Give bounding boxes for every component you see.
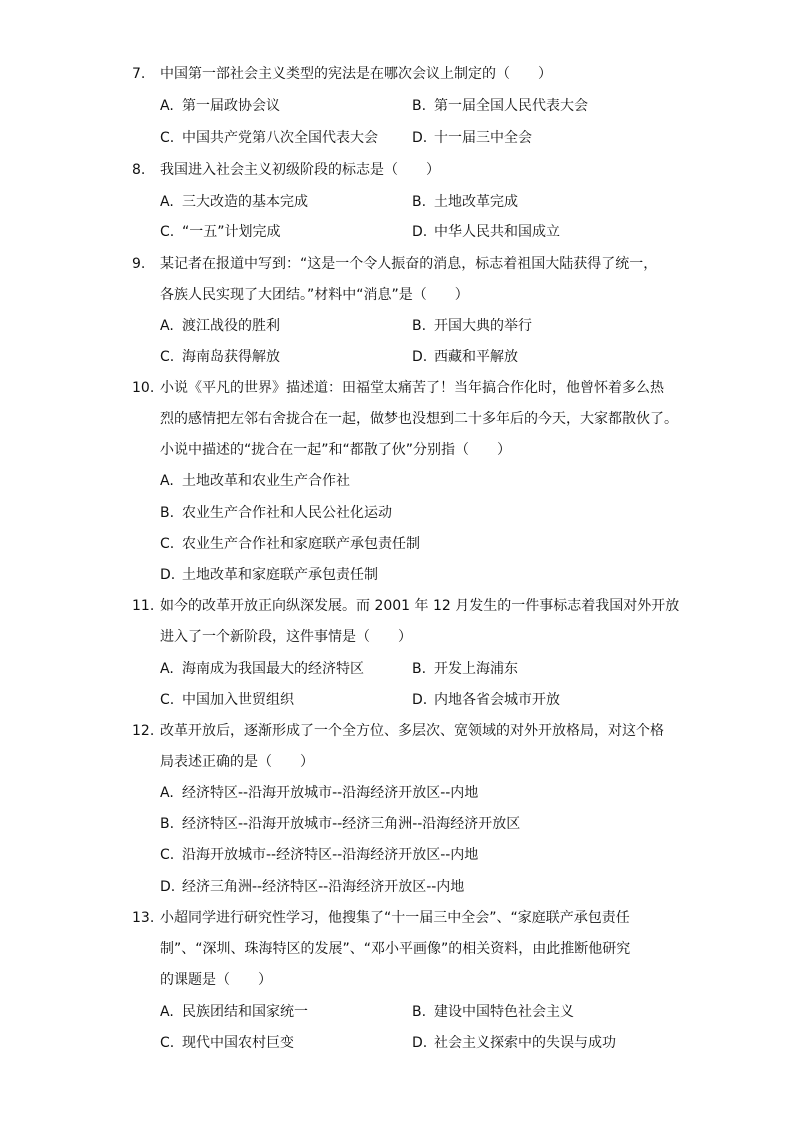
- stem-line: 小说《平凡的世界》描述道：田福堂太痛苦了！当年搞合作化时，他曾怀着多么热: [160, 380, 664, 396]
- option-c[interactable]: C. 中国共产党第八次全国代表大会: [160, 130, 378, 146]
- stem-line: 小超同学进行研究性学习，他搜集了“十一届三中全会”、“家庭联产承包责任: [160, 910, 630, 926]
- stem-line: 小说中描述的“拢合在一起”和“都散了伙”分别指（ ）: [160, 442, 512, 458]
- option-b[interactable]: B. 开发上海浦东: [412, 661, 518, 677]
- option-text: 民族团结和国家统一: [182, 1004, 308, 1020]
- question-number: 10.: [132, 380, 155, 396]
- option-c[interactable]: C. 沿海开放城市--经济特区--沿海经济开放区--内地: [160, 847, 479, 863]
- option-c[interactable]: C. 现代中国农村巨变: [160, 1035, 294, 1051]
- option-a[interactable]: A. 第一届政协会议: [160, 98, 280, 114]
- option-b[interactable]: B. 农业生产合作社和人民公社化运动: [160, 505, 392, 521]
- option-text: 海南岛获得解放: [182, 349, 280, 365]
- question-number: 11.: [132, 598, 155, 614]
- option-text: 渡江战役的胜利: [182, 318, 280, 334]
- option-b[interactable]: B. 土地改革完成: [412, 194, 518, 210]
- option-text: 第一届全国人民代表大会: [434, 98, 588, 114]
- option-d[interactable]: D. 中华人民共和国成立: [412, 224, 560, 240]
- stem-line: 如今的改革开放正向纵深发展。而 2001 年 12 月发生的一件事标志着我国对外开放: [160, 598, 680, 614]
- option-b[interactable]: B. 开国大典的举行: [412, 318, 532, 334]
- question-number: 9.: [132, 256, 146, 272]
- stem-line: 的课题是（ ）: [160, 972, 272, 988]
- stem-line: 各族人民实现了大团结。”材料中“消息”是（ ）: [160, 287, 469, 303]
- option-b[interactable]: B. 建设中国特色社会主义: [412, 1004, 574, 1020]
- option-a[interactable]: A. 三大改造的基本完成: [160, 194, 308, 210]
- stem-line: 烈的感情把左邻右舍拢合在一起，做梦也没想到二十多年后的今天，大家都散伙了。: [160, 411, 678, 427]
- stem-line: 进入了一个新阶段，这件事情是（ ）: [160, 629, 412, 645]
- option-text: 土地改革完成: [434, 194, 518, 210]
- option-a[interactable]: A. 民族团结和国家统一: [160, 1004, 308, 1020]
- option-c[interactable]: C. “一五”计划完成: [160, 224, 281, 240]
- option-text: 农业生产合作社和家庭联产承包责任制: [182, 536, 420, 552]
- option-text: 内地各省会城市开放: [434, 692, 560, 708]
- option-c[interactable]: C. 中国加入世贸组织: [160, 692, 294, 708]
- option-d[interactable]: D. 经济三角洲--经济特区--沿海经济开放区--内地: [160, 879, 465, 895]
- stem-line: 中国第一部社会主义类型的宪法是在哪次会议上制定的（ ）: [160, 66, 552, 82]
- stem-line: 某记者在报道中写到：“这是一个令人振奋的消息，标志着祖国大陆获得了统一，: [160, 256, 658, 272]
- option-d[interactable]: D. 内地各省会城市开放: [412, 692, 560, 708]
- option-d[interactable]: D. 十一届三中全会: [412, 130, 532, 146]
- option-d[interactable]: D. 社会主义探索中的失误与成功: [412, 1035, 616, 1051]
- option-b[interactable]: B. 经济特区--沿海开放城市--经济三角洲--沿海经济开放区: [160, 816, 521, 832]
- option-b[interactable]: B. 第一届全国人民代表大会: [412, 98, 588, 114]
- option-text: 农业生产合作社和人民公社化运动: [182, 505, 392, 521]
- option-a[interactable]: A. 经济特区--沿海开放城市--沿海经济开放区--内地: [160, 785, 479, 801]
- option-text: 海南成为我国最大的经济特区: [182, 661, 364, 677]
- option-text: 中华人民共和国成立: [434, 224, 560, 240]
- option-text: 十一届三中全会: [434, 130, 532, 146]
- question-number: 7.: [132, 66, 146, 82]
- option-a[interactable]: A. 土地改革和农业生产合作社: [160, 473, 350, 489]
- option-text: 现代中国农村巨变: [182, 1035, 294, 1051]
- option-text: 社会主义探索中的失误与成功: [434, 1035, 616, 1051]
- option-a[interactable]: A. 海南成为我国最大的经济特区: [160, 661, 364, 677]
- question-number: 13.: [132, 910, 155, 926]
- stem-line: 改革开放后，逐渐形成了一个全方位、多层次、宽领域的对外开放格局，对这个格: [160, 723, 664, 739]
- option-c[interactable]: C. 农业生产合作社和家庭联产承包责任制: [160, 536, 420, 552]
- stem-line: 我国进入社会主义初级阶段的标志是（ ）: [160, 162, 440, 178]
- question-number: 12.: [132, 723, 155, 739]
- option-text: 土地改革和家庭联产承包责任制: [182, 567, 378, 583]
- option-text: 土地改革和农业生产合作社: [182, 473, 350, 489]
- option-text: 建设中国特色社会主义: [434, 1004, 574, 1020]
- option-text: 开国大典的举行: [434, 318, 532, 334]
- question-number: 8.: [132, 162, 146, 178]
- option-d[interactable]: D. 西藏和平解放: [412, 349, 518, 365]
- option-text: 开发上海浦东: [434, 661, 518, 677]
- stem-line: 局表述正确的是（ ）: [160, 754, 314, 770]
- option-text: 沿海开放城市--经济特区--沿海经济开放区--内地: [182, 847, 479, 863]
- option-text: 三大改造的基本完成: [182, 194, 308, 210]
- option-text: 中国共产党第八次全国代表大会: [182, 130, 378, 146]
- stem-line: 制”、“深圳、珠海特区的发展”、“邓小平画像”的相关资料，由此推断他研究: [160, 941, 631, 957]
- option-text: 中国加入世贸组织: [182, 692, 294, 708]
- option-c[interactable]: C. 海南岛获得解放: [160, 349, 280, 365]
- option-a[interactable]: A. 渡江战役的胜利: [160, 318, 280, 334]
- option-text: “一五”计划完成: [182, 224, 281, 240]
- option-text: 经济特区--沿海开放城市--经济三角洲--沿海经济开放区: [182, 816, 521, 832]
- option-text: 西藏和平解放: [434, 349, 518, 365]
- option-d[interactable]: D. 土地改革和家庭联产承包责任制: [160, 567, 378, 583]
- option-text: 第一届政协会议: [182, 98, 280, 114]
- option-text: 经济特区--沿海开放城市--沿海经济开放区--内地: [182, 785, 479, 801]
- option-text: 经济三角洲--经济特区--沿海经济开放区--内地: [182, 879, 465, 895]
